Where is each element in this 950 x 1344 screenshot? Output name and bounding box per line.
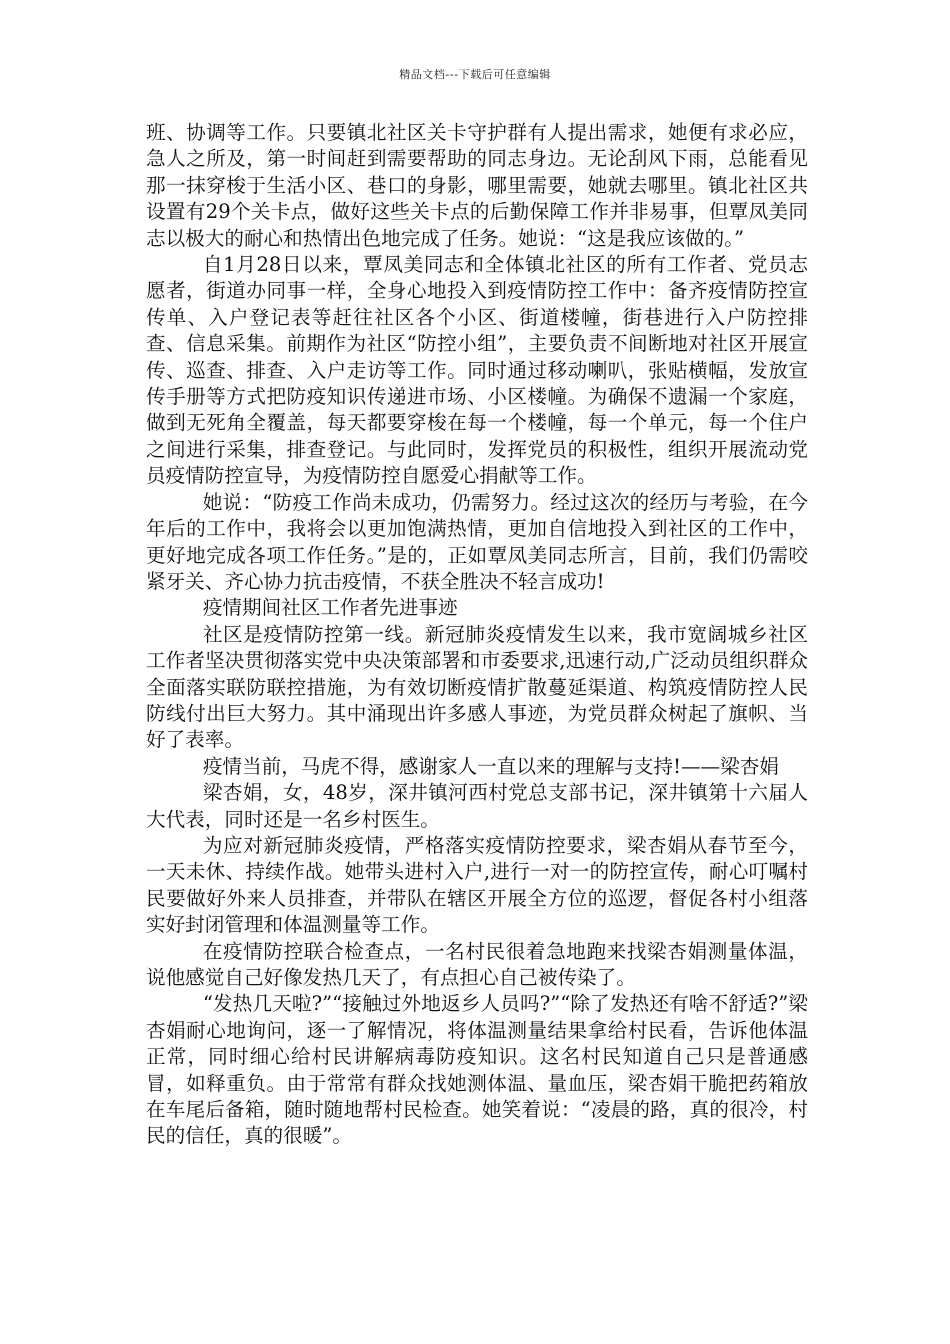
paragraph-8: 为应对新冠肺炎疫情，严格落实疫情防控要求，梁杏娟从春节至今，一天未休、持续作战。她带头进村入户,进行一对一的防控宣传，耐心叮嘱村民要做好外来人员排查，并带队在辖区开展全方位的巡逻，督促各村小组落实好封闭管理和体温测量等工作。 <box>146 833 808 937</box>
paragraph-2: 自1月28日以来，覃凤美同志和全体镇北社区的所有工作者、党员志愿者，街道办同事一样，全身心地投入到疫情防控工作中：备齐疫情防控宣传单、入户登记表等赶往社区各个小区、街道楼幢，街巷进行入户防控排查、信息采集。前期作为社区“防控小组”，主要负责不间断地对社区开展宣传、巡查、排查、入户走访等工作。同时通过移动喇叭，张贴横幅，发放宣传手册等方式把防疫知识传递进市场、小区楼幢。为确保不遗漏一个家庭，做到无死角全覆盖，每天都要穿梭在每一个楼幢，每一个单元，每一个住户之间进行采集，排查登记。与此同时，发挥党员的积极性，组织开展流动党员疫情防控宣导，为疫情防控自愿爱心捐献等工作。 <box>146 253 808 488</box>
paragraph-10: “发热几天啦?”“接触过外地返乡人员吗?”“除了发热还有啥不舒适?”梁杏娟耐心地询问，逐一了解情况，将体温测量结果拿给村民看，告诉他体温正常，同时细心给村民讲解病毒防疫知识。这名村民知道自己只是普通感冒，如释重负。由于常常有群众找她测体温、量血压，梁杏娟干脆把药箱放在车尾后备箱，随时随地帮村民检查。她笑着说：“凌晨的路，真的很冷，村民的信任，真的很暖”。 <box>146 992 808 1148</box>
paragraph-3: 她说：“防疫工作尚未成功，仍需努力。经过这次的经历与考验，在今年后的工作中，我将会以更加饱满热情，更加自信地投入到社区的工作中，更好地完成各项工作任务。”是的，正如覃凤美同志所言，目前，我们仍需咬紧牙关、齐心协力抗击疫情，不获全胜决不轻言成功! <box>146 490 808 593</box>
page-header: 精品文档---下载后可任意编辑 <box>399 68 551 81</box>
document-body <box>146 120 808 1150</box>
subheading-quote: 疫情当前，马虎不得，感谢家人一直以来的理解与支持!——梁杏娟 <box>202 754 779 778</box>
paragraph-5: 社区是疫情防控第一线。新冠肺炎疫情发生以来，我市宽阔城乡社区工作者坚决贯彻落实党中央决策部署和市委要求,迅速行动,广泛动员组织群众全面落实联防联控措施，为有效切断疫情扩散蔓延渠道、构筑疫情防控人民防线付出巨大努力。其中涌现出许多感人事迹，为党员群众树起了旗帜、当好了表率。 <box>146 622 808 752</box>
section-title: 疫情期间社区工作者先进事迹 <box>202 596 458 620</box>
paragraph-7: 梁杏娟，女，48岁，深井镇河西村党总支部书记，深井镇第十六届人大代表，同时还是一名乡村医生。 <box>146 781 808 831</box>
paragraph-1: 班、协调等工作。只要镇北社区关卡守护群有人提出需求，她便有求必应，急人之所及，第一时间赶到需要帮助的同志身边。无论刮风下雨，总能看见那一抹穿梭于生活小区、巷口的身影，哪里需要，她就去哪里。镇北社区共设置有29个关卡点，做好这些关卡点的后勤保障工作并非易事，但覃凤美同志以极大的耐心和热情出色地完成了任务。她说：“这是我应该做的。” <box>146 121 808 250</box>
paragraph-9: 在疫情防控联合检查点，一名村民很着急地跑来找梁杏娟测量体温，说他感觉自己好像发热几天了，有点担心自己被传染了。 <box>146 939 808 989</box>
